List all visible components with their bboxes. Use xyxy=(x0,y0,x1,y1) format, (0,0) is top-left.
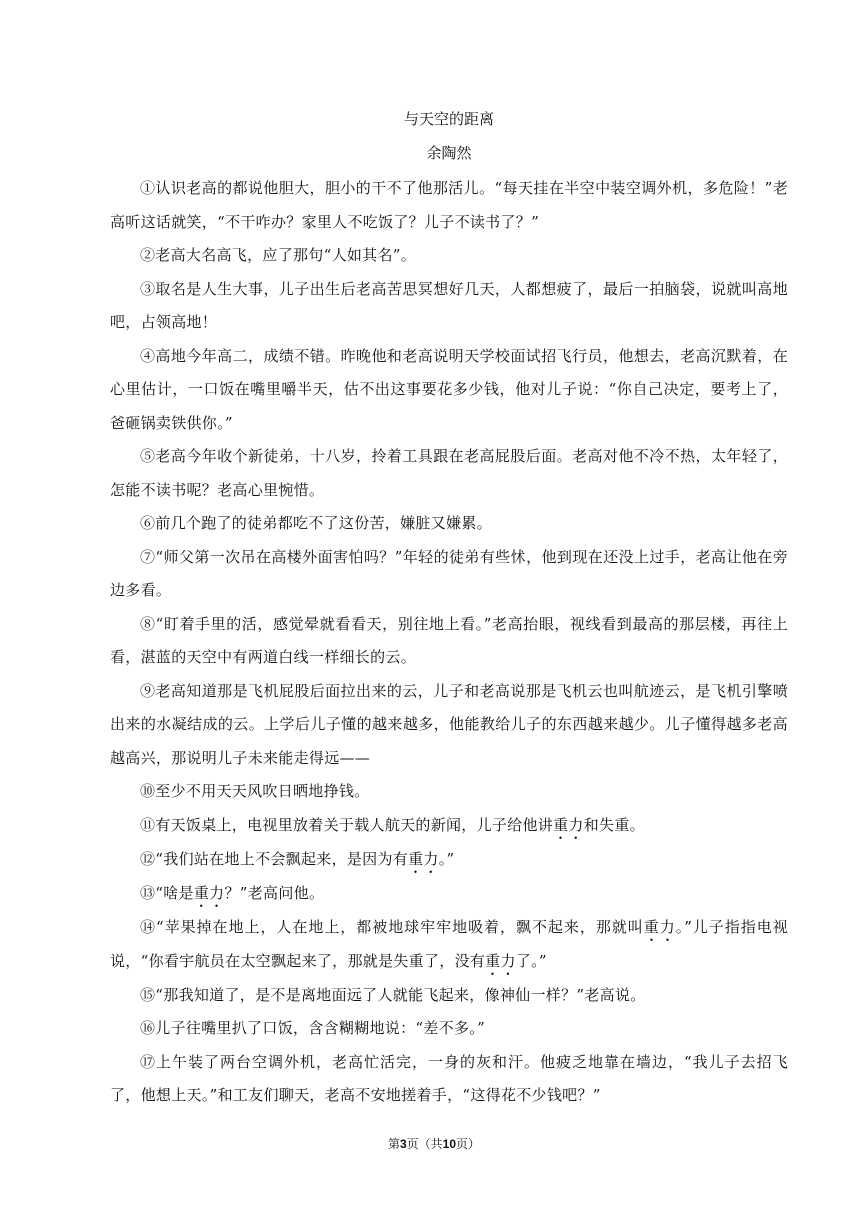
footer-prefix: 第 xyxy=(387,1137,400,1151)
paragraph-6: ⑥前几个跑了的徒弟都吃不了这份苦，嫌脏又嫌累。 xyxy=(140,514,492,532)
paragraph-3: ③取名是人生大事，儿子出生后老高苦思冥想好几天，人都想疲了，最后一拍脑袋，说就叫高地吧，占领高地！ xyxy=(110,279,788,331)
paragraph-11-text-after: 和失重。 xyxy=(583,815,645,834)
paragraph-14 xyxy=(110,911,788,979)
paragraph-12-text-after: 。” xyxy=(438,849,455,868)
paragraph-11-text-before: ⑪有天饭桌上，电视里放着关于载人航天的新闻，儿子给他讲 xyxy=(140,815,554,834)
paragraph-14-text-after: 了。” xyxy=(515,951,547,970)
paragraph-16: ⑯儿子往嘴里扒了口饭，含含糊糊地说：“差不多。” xyxy=(140,1019,486,1037)
emphasized-term: 重力 xyxy=(553,815,584,834)
paragraph-10: ⑩至少不用天天风吹日晒地挣钱。 xyxy=(140,782,370,800)
paragraph-13-text-after: ？”老高问他。 xyxy=(224,883,325,902)
article-title: 与天空的距离 xyxy=(403,110,494,128)
paragraph-8: ⑧“盯着手里的活，感觉晕就看看天，别往地上看。”老高抬眼，视线看到最高的那层楼，再往上看，湛蓝的天空中有两道白线一样细长的云。 xyxy=(110,614,788,666)
footer-suffix: 页） xyxy=(456,1137,481,1151)
paragraph-12-text-before: ⑫“我们站在地上不会飘起来，是因为有 xyxy=(140,849,409,868)
paragraph-5: ⑤老高今年收个新徒弟，十八岁，拎着工具跟在老高屁股后面。老高对他不冷不热，太年轻了，怎能不读书呢？老高心里惋惜。 xyxy=(110,447,788,499)
paragraph-17: ⑰上午装了两台空调外机，老高忙活完，一身的灰和汗。他疲乏地靠在墙边，“我儿子去招飞了，他想上天。”和工友们聊天，老高不安地搓着手，“这得花不少钱吧？” xyxy=(110,1052,788,1104)
page-footer xyxy=(0,1136,868,1152)
paragraph-12 xyxy=(110,843,788,877)
paragraph-13 xyxy=(110,877,788,911)
paragraph-15: ⑮“那我知道了，是不是离地面远了人就能飞起来，像神仙一样？”老高说。 xyxy=(140,985,646,1004)
paragraph-14-text-before: ⑭“苹果掉在地上，人在地上，都被地球牢牢地吸着，飘不起来，那就叫 xyxy=(140,917,644,936)
article xyxy=(110,108,788,1113)
emphasized-term: 重力 xyxy=(643,917,676,936)
total-page-number: 10 xyxy=(442,1137,457,1151)
emphasized-term: 重力 xyxy=(408,849,439,868)
paragraph-2: ②老高大名高飞，应了那句“人如其名”。 xyxy=(140,246,417,264)
emphasized-term: 重力 xyxy=(193,883,225,902)
article-author: 余陶然 xyxy=(426,144,472,162)
current-page-number: 3 xyxy=(399,1137,407,1151)
emphasized-term: 重力 xyxy=(485,951,516,970)
paragraph-13-text-before: ⑬“啥是 xyxy=(140,883,194,902)
paragraph-1: ①认识老高的都说他胆大，胆小的干不了他那活儿。“每天挂在半空中装空调外机，多危险！”老高听这话就笑，“不干咋办？家里人不吃饭了？儿子不读书了？” xyxy=(110,179,788,231)
footer-middle: 页（共 xyxy=(406,1137,443,1151)
paragraph-11 xyxy=(110,809,788,843)
paragraph-7: ⑦“师父第一次吊在高楼外面害怕吗？”年轻的徒弟有些怵，他到现在还没上过手，老高让他在旁边多看。 xyxy=(110,547,788,599)
paragraph-14-text-middle: 。”儿子指指电视说，“你看宇航员在太空飘起来了，那就是失重了，没有 xyxy=(110,917,788,970)
paragraph-4: ④高地今年高二，成绩不错。昨晚他和老高说明天学校面试招飞行员，他想去，老高沉默着，在心里估计，一口饭在嘴里嚼半天，估不出这事要花多少钱，他对儿子说：“你自己决定，要考上了，爸砸锅卖铁供你。” xyxy=(110,346,788,432)
paragraph-9: ⑨老高知道那是飞机屁股后面拉出来的云，儿子和老高说那是飞机云也叫航迹云，是飞机引擎喷出来的水凝结成的云。上学后儿子懂的越来越多，他能教给儿子的东西越来越少。儿子懂得越多老高越高兴，那说明儿子未来能走得远—— xyxy=(110,681,788,767)
